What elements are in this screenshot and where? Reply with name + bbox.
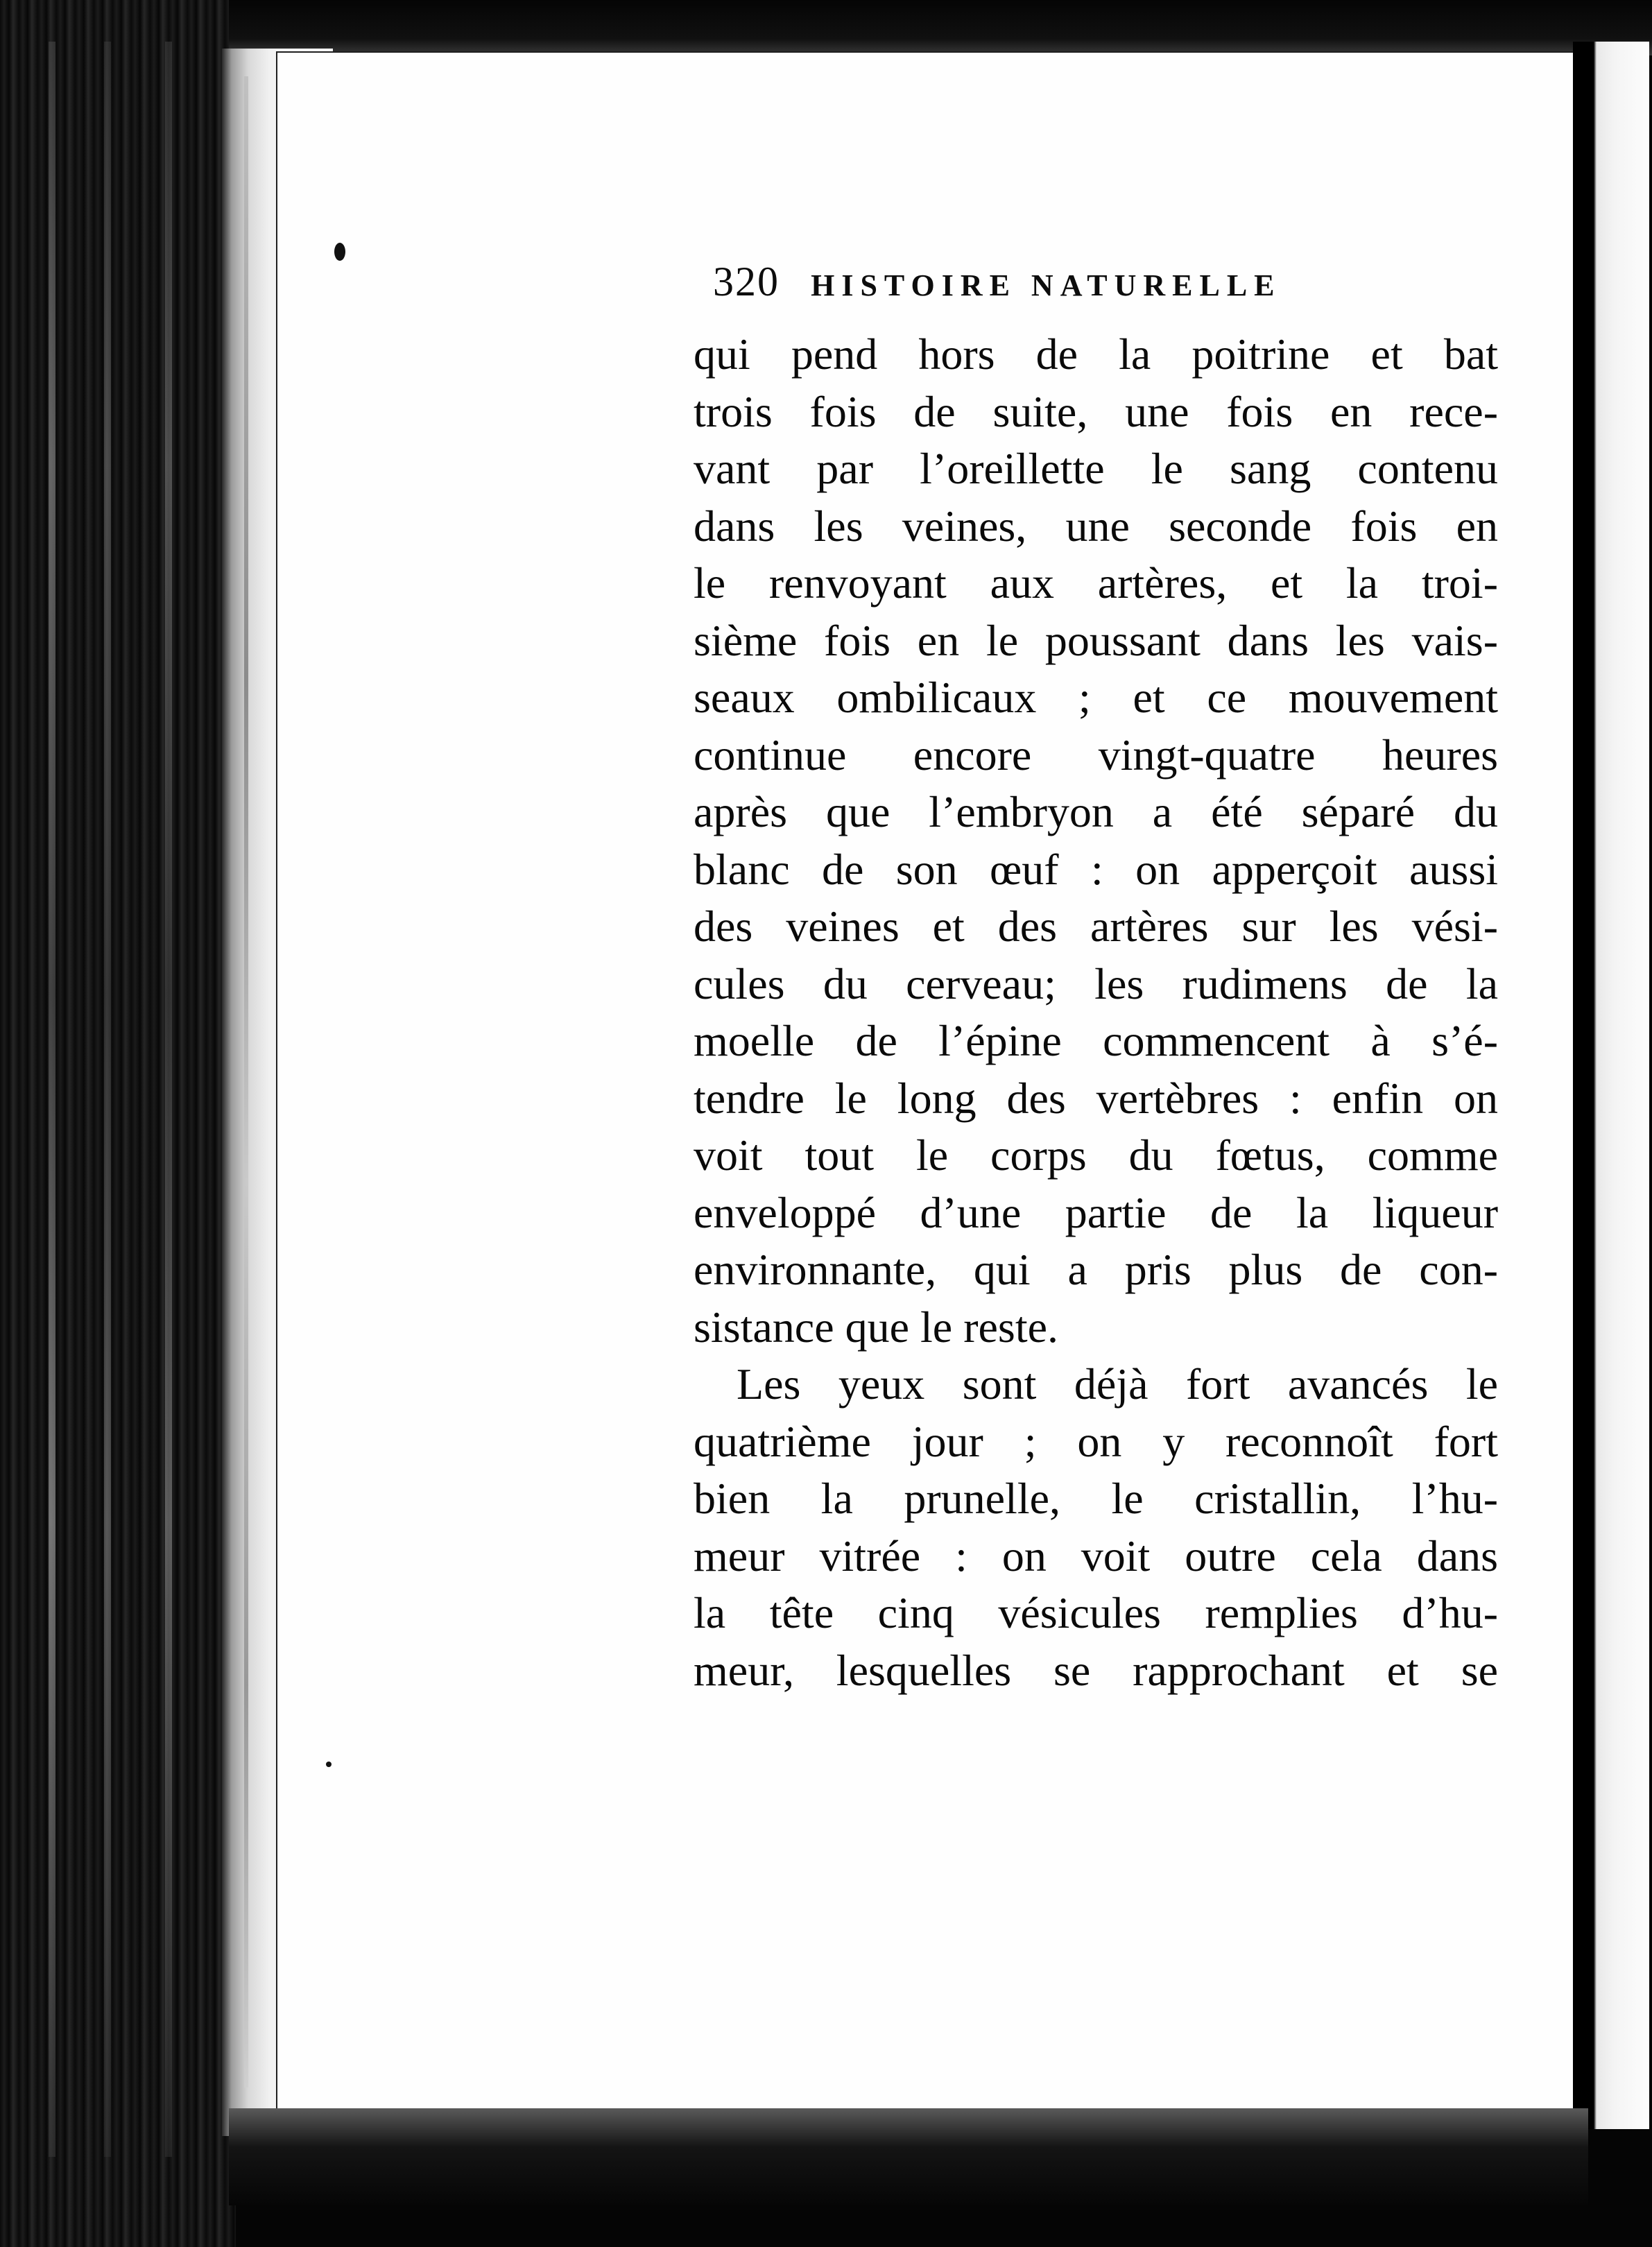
ink-speck — [334, 243, 345, 261]
text-line: vant par l’oreillette le sang contenu — [694, 444, 1498, 493]
body-text — [694, 326, 1498, 1699]
page-header — [713, 258, 1476, 306]
top-shadow — [229, 0, 1652, 55]
text-line: moelle de l’épine commencent à s’é- — [694, 1016, 1498, 1065]
page-crease — [244, 76, 248, 2087]
text-line: dans les veines, une seconde fois en — [694, 501, 1498, 551]
page-number: 320 — [713, 259, 780, 304]
text-line: tendre le long des vertèbres : enfin on — [694, 1073, 1498, 1123]
adjacent-page-edge — [1573, 42, 1649, 2129]
text-line: trois fois de suite, une fois en rece- — [694, 386, 1498, 436]
text-line: quatrième jour ; on y reconnoît fort — [694, 1416, 1498, 1466]
book-binding — [0, 0, 236, 2247]
ink-speck — [326, 1762, 332, 1767]
text-line: sistance que le reste. — [694, 1302, 1058, 1352]
paragraph-2 — [694, 1356, 1498, 1699]
text-line: voit tout le corps du fœtus, comme — [694, 1130, 1498, 1180]
text-line: environnante, qui a pris plus de con- — [694, 1245, 1498, 1294]
text-line: sième fois en le poussant dans les vais- — [694, 615, 1498, 665]
text-line: des veines et des artères sur les vési- — [694, 902, 1498, 951]
text-line: Les yeux sont déjà fort avancés le — [737, 1359, 1498, 1409]
bottom-shadow — [229, 2108, 1588, 2205]
text-line: enveloppé d’une partie de la liqueur — [694, 1187, 1498, 1237]
text-line: seaux ombilicaux ; et ce mouvement — [694, 673, 1498, 722]
binding-streak — [165, 42, 172, 2157]
text-line: qui pend hors de la poitrine et bat — [694, 329, 1498, 379]
paragraph-1 — [694, 326, 1498, 1356]
text-line: après que l’embryon a été séparé du — [694, 787, 1498, 836]
text-line: bien la prunelle, le cristallin, l’hu- — [694, 1474, 1498, 1523]
text-line: continue encore vingt-quatre heures — [694, 730, 1498, 780]
text-line: blanc de son œuf : on apperçoit aussi — [694, 844, 1498, 894]
running-title: HISTOIRE NATURELLE — [811, 268, 1282, 302]
binding-streak — [49, 42, 55, 2157]
text-line: meur, lesquelles se rapprochant et se — [694, 1645, 1498, 1695]
binding-streak — [104, 42, 111, 2157]
text-line: le renvoyant aux artères, et la troi- — [694, 558, 1498, 608]
text-line: meur vitrée : on voit outre cela dans — [694, 1531, 1498, 1581]
text-line: cules du cerveau; les rudimens de la — [694, 958, 1498, 1008]
text-line: la tête cinq vésicules remplies d’hu- — [694, 1588, 1498, 1637]
